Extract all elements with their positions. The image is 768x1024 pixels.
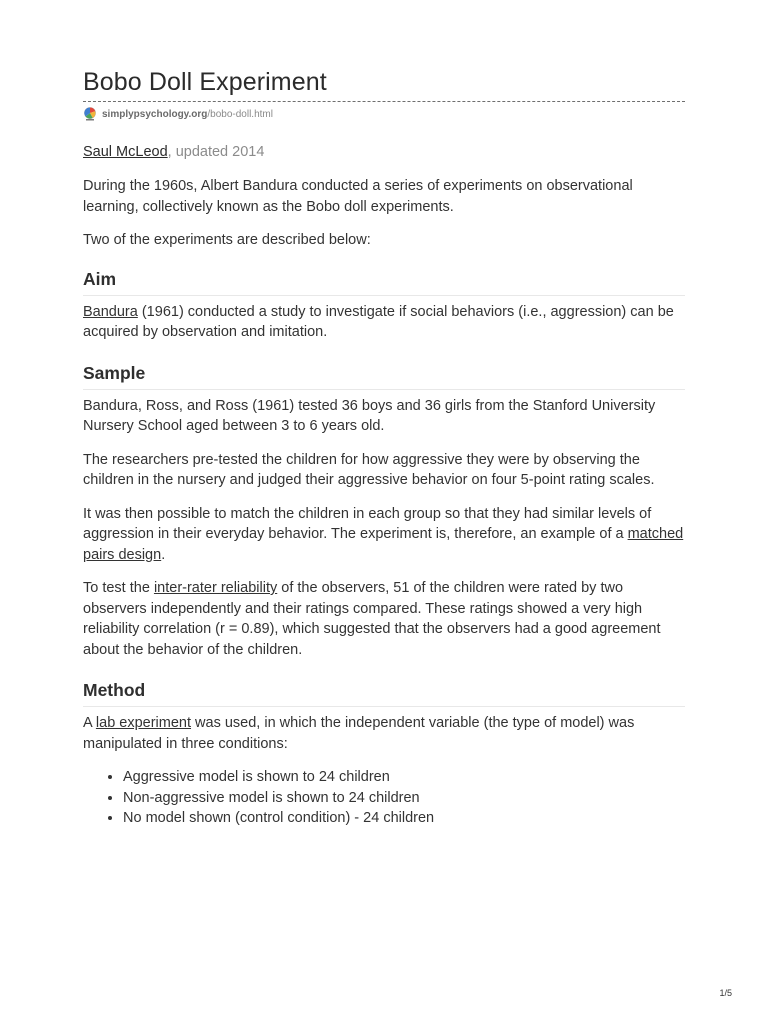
byline (83, 142, 685, 162)
source-domain: simplypsychology.org (102, 108, 208, 120)
title-divider (83, 101, 685, 102)
author-link[interactable]: Saul McLeod (83, 144, 168, 160)
inter-rater-reliability-link[interactable]: inter-rater reliability (153, 580, 278, 596)
method-p1-rest: was used, in which the independent variable (the type of model) was manipulated in three conditions: (83, 715, 635, 752)
sample-heading: Sample (83, 362, 685, 390)
sample-paragraph-3 (83, 504, 685, 566)
source-path: /bobo-doll.html (207, 108, 273, 120)
conditions-list (83, 767, 685, 829)
bandura-link[interactable]: Bandura (83, 303, 138, 320)
sample-p3-text: It was then possible to match the children in each group so that they had similar levels of aggression in their everyday behavior. The experiment is, therefore, an example of a (83, 505, 652, 542)
sample-paragraph-1: Bandura, Ross, and Ross (1961) tested 36 boys and 36 girls from the Stanford University Nursery School aged between 3 to 6 years old. (83, 397, 656, 434)
page-title: Bobo Doll Experiment (83, 68, 327, 96)
sample-p4-rest: of the observers, 51 of the children were rated by two observers independently and their ratings compared. These ratings showed a very high reliability correlation (r = 0.89), which suggested that the observers had a good agreement about the behavior of the children. (83, 580, 661, 658)
sample-p4-start: To test the (83, 580, 154, 596)
source-line[interactable] (83, 106, 685, 122)
intro-paragraph-2: Two of the experiments are described below: (83, 232, 371, 248)
article (83, 66, 685, 829)
method-heading: Method (83, 679, 685, 707)
lab-experiment-link[interactable]: lab experiment (95, 715, 192, 731)
byline-updated: , updated 2014 (167, 144, 265, 160)
aim-text: (1961) conducted a study to investigate if social behaviors (i.e., aggression) can be acquired by observation and imitation. (83, 303, 674, 340)
sample-paragraph-4 (83, 578, 685, 660)
page-number: 1/5 (719, 988, 732, 998)
sample-p3-end: . (161, 546, 166, 563)
intro-paragraph-1: During the 1960s, Albert Bandura conducted a series of experiments on observational learning, collectively known as the Bobo doll experiments. (83, 178, 633, 215)
matched-pairs-design-link[interactable]: matched pairs design (83, 526, 684, 563)
aim-heading: Aim (83, 268, 685, 296)
sample-paragraph-2: The researchers pre-tested the children for how aggressive they were by observing the children in the nursery and judged their aggressive behavior on four 5-point rating scales. (83, 451, 655, 488)
simplypsychology-logo-icon (83, 107, 97, 121)
aim-paragraph (83, 302, 685, 343)
list-item: • Non-aggressive model is shown to 24 children (123, 788, 685, 809)
method-p1-start: A (83, 715, 96, 731)
method-paragraph (83, 713, 685, 754)
list-item: • No model shown (control condition) - 24 children (123, 808, 685, 829)
list-item: • Aggressive model is shown to 24 children (123, 767, 685, 788)
